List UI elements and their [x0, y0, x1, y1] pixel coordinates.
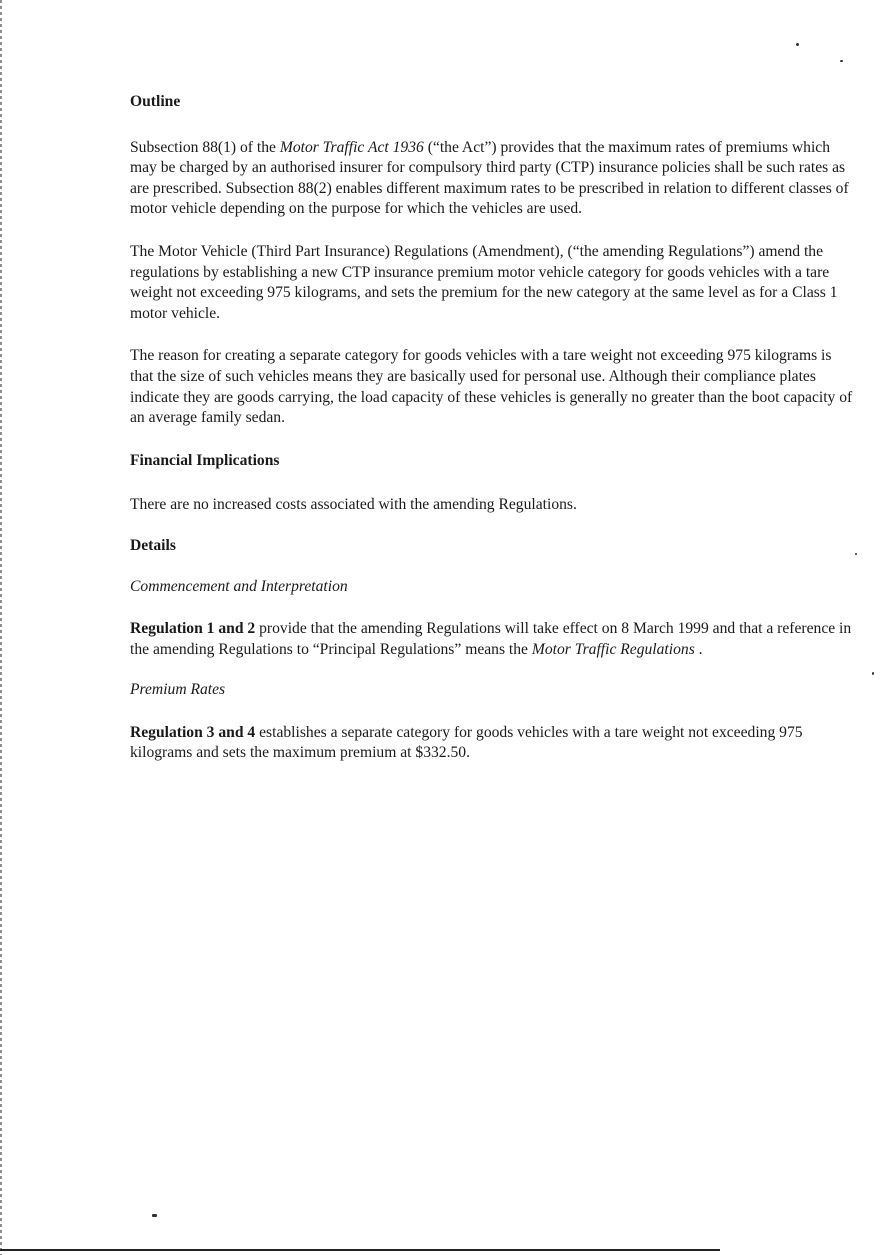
scan-speck	[152, 1214, 157, 1217]
scan-speck	[840, 60, 843, 62]
scan-bottom-edge	[0, 1249, 720, 1251]
text-run: provide that the amending Regulations will take effect on 8 March 1999 and that a reference in the amending Regulations to “Principal Regulations” means the	[130, 620, 852, 658]
outline-paragraph-1	[130, 138, 858, 220]
text-run: .	[694, 640, 703, 658]
premium-subheading: Premium Rates	[130, 681, 226, 699]
outline-heading: Outline	[130, 93, 181, 110]
document-body	[130, 92, 858, 786]
commencement-paragraph	[130, 619, 858, 660]
text-run: Subsection 88(1) of the	[130, 138, 280, 156]
regulations-title: Motor Traffic Regulations	[531, 640, 695, 658]
scan-speck	[872, 672, 874, 675]
act-title: Motor Traffic Act 1936	[279, 138, 424, 156]
scan-left-edge	[0, 0, 2, 1255]
outline-paragraph-2: The Motor Vehicle (Third Part Insurance) Regulations (Amendment), (“the amending Regulations”) amend the regulations by establishing a new CTP insurance premium motor vehicle category for goods vehicles with a tare weight not exceeding 975 kilograms, and sets the premium for the new category at the same level as for a Class 1 motor vehicle.	[130, 242, 838, 322]
regulation-ref: Regulation 3 and 4	[130, 723, 256, 741]
regulation-ref: Regulation 1 and 2	[130, 620, 256, 638]
details-heading: Details	[130, 536, 176, 554]
financial-paragraph: There are no increased costs associated with the amending Regulations.	[130, 496, 577, 514]
financial-heading: Financial Implications	[130, 451, 280, 469]
premium-paragraph	[130, 723, 858, 764]
commencement-subheading: Commencement and Interpretation	[130, 577, 348, 595]
outline-paragraph-3: The reason for creating a separate category for goods vehicles with a tare weight not exceeding 975 kilograms is that the size of such vehicles means they are basically used for personal use. Although their compliance plates indicate they are goods carrying, the load capacity of these vehicles is generally no greater than the boot capacity of an average family sedan.	[130, 347, 853, 427]
text-run: (“the Act”) provides that the maximum rates of premiums which may be charged by an authorised insurer for compulsory third party (CTP) insurance policies shall be such rates as are prescribed. Subsection 88(2) enables different maximum rates to be prescribed in relation to different classes of motor vehicle depending on the purpose for which the vehicles are used.	[130, 138, 849, 218]
text-run: establishes a separate category for goods vehicles with a tare weight not exceeding 975 kilograms and sets the maximum premium at $332.50.	[130, 723, 803, 762]
scan-speck	[796, 43, 799, 46]
